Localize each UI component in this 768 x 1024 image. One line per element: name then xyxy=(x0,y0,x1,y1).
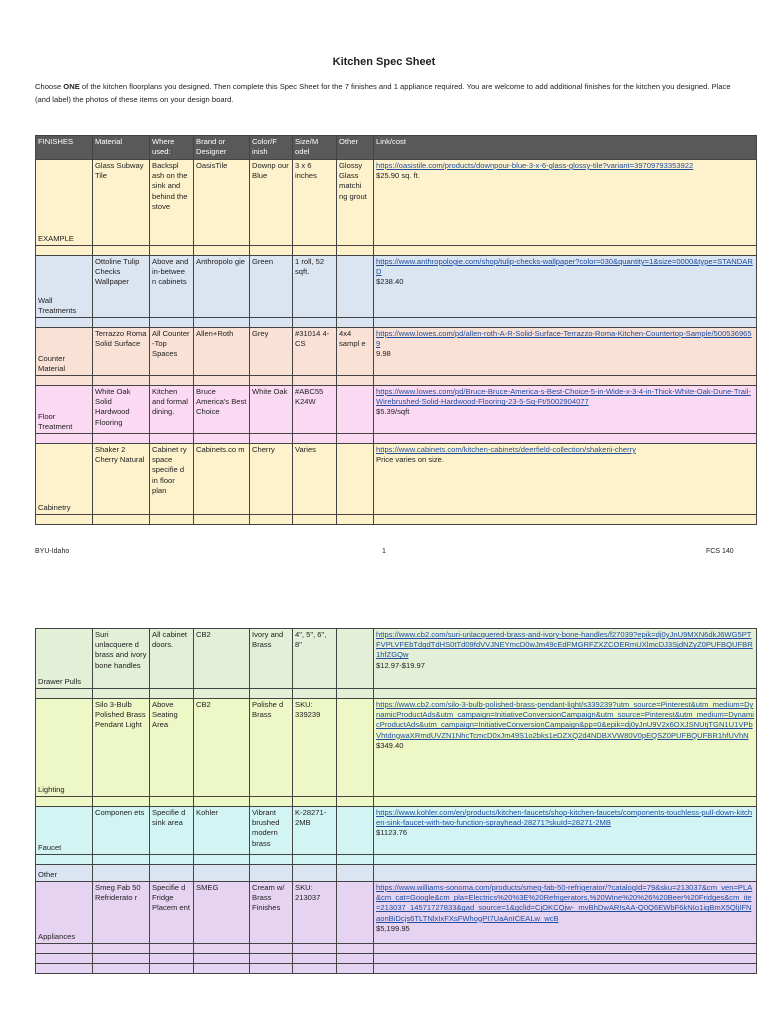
empty-cell xyxy=(293,689,337,699)
cell-link-cost xyxy=(374,256,757,318)
spacer-row xyxy=(36,515,757,525)
product-link[interactable]: https://www.cabinets.com/kitchen-cabinets/deerfield-collection/shakerii-cherry xyxy=(376,445,636,454)
cell-where: All Counter -Top Spaces xyxy=(150,328,194,376)
empty-cell xyxy=(374,376,757,386)
cell-brand: Cabinets.co m xyxy=(194,444,250,515)
cell-material: Ottoline Tulip Checks Wallpaper xyxy=(93,256,150,318)
empty-cell xyxy=(250,515,293,525)
cell-color: Cherry xyxy=(250,444,293,515)
empty-cell xyxy=(250,964,293,974)
empty-cell xyxy=(293,246,337,256)
empty-cell xyxy=(194,964,250,974)
product-link[interactable]: https://www.cb2.com/silo-3-bulb-polished-brass-pendant-light/s339239?utm_source=Pinterest&utm_medium=DynamicProductAds&utm_campaign=InitiativeConversionCampaign&utm_source=Pinterest&utm_medium=DynamicProductAds&utm_campaign=InitiativeConversionCampaign&pp=0&epik=dj0yJnU9V2x6OXJSNUtjTGN1U1VPbVhtdngwaXRmdUVZN1NhcTcmcD0xJm49S1o2bks1eDZXQ2d4NDBXVW80V0pEQSZ0PUFBQUFBR1hfUVhN xyxy=(376,700,754,740)
cell-size: 4", 5", 6", 8" xyxy=(293,629,337,689)
empty-cell xyxy=(374,964,757,974)
empty-cell xyxy=(150,797,194,807)
spacer-row xyxy=(36,246,757,256)
cost-text: $12.97-$19.97 xyxy=(376,660,425,670)
empty-cell xyxy=(194,855,250,865)
empty-cell xyxy=(337,797,374,807)
cell-other xyxy=(337,865,374,882)
spacer-row xyxy=(36,376,757,386)
cell-other xyxy=(337,629,374,689)
cell-color: Ivory and Brass xyxy=(250,629,293,689)
spacer-row xyxy=(36,689,757,699)
empty-cell xyxy=(337,318,374,328)
empty-cell xyxy=(93,944,150,954)
empty-cell xyxy=(194,246,250,256)
cell-link-cost xyxy=(374,386,757,434)
cell-finish: EXAMPLE xyxy=(36,160,93,246)
table-row xyxy=(36,699,757,797)
header-link-cost: Link/cost xyxy=(374,136,757,160)
empty-cell xyxy=(194,515,250,525)
empty-cell xyxy=(374,689,757,699)
empty-cell xyxy=(93,797,150,807)
spec-table-2 xyxy=(35,628,757,974)
empty-cell xyxy=(337,954,374,964)
empty-cell xyxy=(337,246,374,256)
empty-cell xyxy=(36,944,93,954)
cell-link-cost xyxy=(374,444,757,515)
product-link[interactable]: https://www.williams-sonoma.com/products/smeg-fab-50-refrigerator/?catalogId=79&sku=213037&cm_ven=PLA&cm_cat=Google&cm_pla=Electrics%20%3E%20Refrigerators,%20Wine%20%26%20Beer%20Fridges&cm_ite=213037_14571727833&gad_source=1&gclid=CjOKCQjw-_mvBhDwARIsAA-Q0Q6EWbF6kNIo1iqBmX5QljIFNaonBiDcjs6TLTNlxIxFXsFWhogPI7UaAnICEALw_wcB xyxy=(376,883,753,923)
empty-cell xyxy=(374,944,757,954)
empty-cell xyxy=(293,855,337,865)
cell-link-cost xyxy=(374,699,757,797)
spacer-row xyxy=(36,797,757,807)
empty-cell xyxy=(337,944,374,954)
empty-cell xyxy=(150,246,194,256)
empty-cell xyxy=(36,689,93,699)
cell-where: Specifie d Fridge Placem ent xyxy=(150,882,194,944)
cost-text: $5.39/sqft xyxy=(376,407,410,417)
footer-right: FCS 140 xyxy=(706,548,734,555)
empty-cell xyxy=(93,246,150,256)
empty-cell xyxy=(36,855,93,865)
cell-link-cost xyxy=(374,160,757,246)
spacer-row xyxy=(36,964,757,974)
empty-cell xyxy=(250,246,293,256)
cell-material: Silo 3-Bulb Polished Brass Pendant Light xyxy=(93,699,150,797)
cell-finish: Floor Treatment xyxy=(36,386,93,434)
product-link[interactable]: https://www.anthropologie.com/shop/tulip-checks-wallpaper?color=030&quantity=1&size=0000&type=STANDARD xyxy=(376,257,753,277)
empty-cell xyxy=(337,689,374,699)
cell-size: SKU: 213037 xyxy=(293,882,337,944)
cell-color: White Oak xyxy=(250,386,293,434)
cell-where: Above and in-betwee n cabinets xyxy=(150,256,194,318)
cell-brand: CB2 xyxy=(194,629,250,689)
page-title: Kitchen Spec Sheet xyxy=(332,56,436,68)
cell-size: K-28271-2MB xyxy=(293,807,337,855)
cell-brand: CB2 xyxy=(194,699,250,797)
cell-material: Shaker 2 Cherry Natural xyxy=(93,444,150,515)
cell-size: #31014 4-CS xyxy=(293,328,337,376)
cell-where: Specifie d sink area xyxy=(150,807,194,855)
empty-cell xyxy=(194,318,250,328)
cell-where: Backspl ash on the sink and behind the stove xyxy=(150,160,194,246)
empty-cell xyxy=(250,797,293,807)
header-size: Size/M odel xyxy=(293,136,337,160)
empty-cell xyxy=(337,376,374,386)
cost-text: $5,199.95 xyxy=(376,923,410,933)
empty-cell xyxy=(374,318,757,328)
cell-where: Kitchen and formal dining. xyxy=(150,386,194,434)
cost-text: $1123.76 xyxy=(376,828,408,838)
cell-finish: Cabinetry xyxy=(36,444,93,515)
cell-size: Varies xyxy=(293,444,337,515)
product-link[interactable]: https://www.kohler.com/en/products/kitchen-faucets/shop-kitchen-faucets/components-touchless-pull-down-kitchen-sink-faucet-with-two-function-sprayhead-28271?skuId=28271-2MB xyxy=(376,808,753,828)
empty-cell xyxy=(93,689,150,699)
instructions xyxy=(35,80,735,106)
cost-text: $238.40 xyxy=(376,277,404,287)
cell-finish: Other xyxy=(36,865,93,882)
empty-cell xyxy=(293,434,337,444)
table-row xyxy=(36,160,757,246)
empty-cell xyxy=(150,954,194,964)
empty-cell xyxy=(293,944,337,954)
cell-other xyxy=(337,699,374,797)
cell-link-cost xyxy=(374,865,757,882)
empty-cell xyxy=(36,318,93,328)
cell-material: Smeg Fab 50 Refriderato r xyxy=(93,882,150,944)
empty-cell xyxy=(337,515,374,525)
instructions-emphasis: ONE xyxy=(63,82,80,91)
cell-material: Suri unlacquere d brass and ivory bone handles xyxy=(93,629,150,689)
cell-brand: OasisTile xyxy=(194,160,250,246)
header-other: Other xyxy=(337,136,374,160)
cell-finish: Lighting xyxy=(36,699,93,797)
empty-cell xyxy=(194,689,250,699)
empty-cell xyxy=(93,376,150,386)
empty-cell xyxy=(36,434,93,444)
cell-color: Green xyxy=(250,256,293,318)
header-finishes: FINISHES xyxy=(36,136,93,160)
cell-where: Above Seating Area xyxy=(150,699,194,797)
cell-other xyxy=(337,386,374,434)
cell-color xyxy=(250,865,293,882)
empty-cell xyxy=(93,954,150,964)
header-brand: Brand or Designer xyxy=(194,136,250,160)
empty-cell xyxy=(250,689,293,699)
footer-left: BYU-Idaho xyxy=(35,548,70,555)
table-row xyxy=(36,386,757,434)
cell-brand: Bruce America's Best Choice xyxy=(194,386,250,434)
header-color: Color/F inish xyxy=(250,136,293,160)
cell-finish: Faucet xyxy=(36,807,93,855)
empty-cell xyxy=(150,376,194,386)
header-where-used: Where used: xyxy=(150,136,194,160)
empty-cell xyxy=(93,434,150,444)
cell-link-cost xyxy=(374,807,757,855)
empty-cell xyxy=(374,954,757,964)
empty-cell xyxy=(194,944,250,954)
cell-size: SKU: 339239 xyxy=(293,699,337,797)
header-material: Material xyxy=(93,136,150,160)
empty-cell xyxy=(293,376,337,386)
empty-cell xyxy=(337,964,374,974)
empty-cell xyxy=(93,318,150,328)
empty-cell xyxy=(293,964,337,974)
spacer-row xyxy=(36,954,757,964)
cell-where: Cabinet ry space specifie d in floor plan xyxy=(150,444,194,515)
empty-cell xyxy=(250,944,293,954)
cell-color: Cream w/ Brass Finishes xyxy=(250,882,293,944)
cell-other: Glossy Glass matchi ng grout xyxy=(337,160,374,246)
product-link[interactable]: https://www.lowes.com/pd/allen-roth-A-R-Solid-Surface-Terrazzo-Roma-Kitchen-Countertop-Sample/5005369659 xyxy=(376,329,752,349)
empty-cell xyxy=(194,954,250,964)
table-row xyxy=(36,444,757,515)
cell-other: 4x4 sampl e xyxy=(337,328,374,376)
table-row xyxy=(36,328,757,376)
empty-cell xyxy=(194,434,250,444)
empty-cell xyxy=(150,944,194,954)
empty-cell xyxy=(150,964,194,974)
footer-page-number: 1 xyxy=(382,548,386,555)
cell-link-cost xyxy=(374,328,757,376)
table-row xyxy=(36,256,757,318)
empty-cell xyxy=(93,964,150,974)
cell-material: Componen ets xyxy=(93,807,150,855)
cell-size: 1 roll, 52 sqft. xyxy=(293,256,337,318)
empty-cell xyxy=(293,797,337,807)
spacer-row xyxy=(36,318,757,328)
table-row xyxy=(36,865,757,882)
cell-other xyxy=(337,444,374,515)
empty-cell xyxy=(150,318,194,328)
empty-cell xyxy=(36,376,93,386)
empty-cell xyxy=(374,797,757,807)
cell-finish: Appliances xyxy=(36,882,93,944)
empty-cell xyxy=(150,689,194,699)
empty-cell xyxy=(36,246,93,256)
empty-cell xyxy=(374,515,757,525)
empty-cell xyxy=(93,855,150,865)
product-link[interactable]: https://oasistile.com/products/downpour-blue-3-x-6-glass-glossy-tile?variant=39709793353922 xyxy=(376,161,694,170)
instructions-text: Choose xyxy=(35,82,64,91)
cell-other xyxy=(337,256,374,318)
product-link[interactable]: https://www.lowes.com/pd/Bruce-Bruce-America-s-Best-Choice-5-in-Wide-x-3-4-in-Thick-White-Oak-Dune-Trail-Wirebrushed-Solid-Hardwood-Flooring-23-5-Sq-Ft/5002904077 xyxy=(376,387,751,407)
cost-text: $25.90 sq. ft. xyxy=(376,171,420,181)
empty-cell xyxy=(150,515,194,525)
cell-brand: Anthropolo gie xyxy=(194,256,250,318)
empty-cell xyxy=(250,954,293,964)
empty-cell xyxy=(374,434,757,444)
empty-cell xyxy=(93,515,150,525)
empty-cell xyxy=(293,954,337,964)
cell-link-cost xyxy=(374,882,757,944)
cell-color: Downp our Blue xyxy=(250,160,293,246)
instructions-text: of the kitchen floorplans you designed. Then complete this Spec Sheet for the 7 finishes and 1 appliance required. You are welcome to add additional finishes for the kitchen you designed. Place (and label) the photos of these items on your design board. xyxy=(35,82,731,104)
cell-material: White Oak Solid Hardwood Flooring xyxy=(93,386,150,434)
empty-cell xyxy=(250,855,293,865)
cell-finish: Wall Treatments xyxy=(36,256,93,318)
spec-table-1 xyxy=(35,135,757,525)
cell-brand: Allen+Roth xyxy=(194,328,250,376)
empty-cell xyxy=(337,855,374,865)
empty-cell xyxy=(150,434,194,444)
cell-finish: Drawer Pulls xyxy=(36,629,93,689)
cell-brand: Kohler xyxy=(194,807,250,855)
cost-text: Price varies on size. xyxy=(376,455,444,465)
cell-color: Grey xyxy=(250,328,293,376)
cell-where xyxy=(150,865,194,882)
empty-cell xyxy=(250,434,293,444)
cell-size xyxy=(293,865,337,882)
table-row xyxy=(36,807,757,855)
cell-material: Glass Subway Tile xyxy=(93,160,150,246)
cell-other xyxy=(337,882,374,944)
cost-text: $349.40 xyxy=(376,740,404,750)
cell-link-cost xyxy=(374,629,757,689)
cell-brand: SMEG xyxy=(194,882,250,944)
empty-cell xyxy=(374,246,757,256)
empty-cell xyxy=(194,797,250,807)
empty-cell xyxy=(293,515,337,525)
spacer-row xyxy=(36,855,757,865)
cell-color: Vibrant brushed modern brass xyxy=(250,807,293,855)
cell-size: 3 x 6 inches xyxy=(293,160,337,246)
empty-cell xyxy=(337,434,374,444)
product-link[interactable]: https://www.cb2.com/suri-unlacquered-brass-and-ivory-bone-handles/f27039?epik=dj0yJnU9MXN6dkJ6WG5PTFVPLVFEbTdqdTdHS0tTd09fdVVJNEYmcD0wJm49cEdFMGRFZXZCOERmUXlmcDJ3SjdNZyZ0PUFBQUFBR1hfZGQw xyxy=(376,630,753,660)
empty-cell xyxy=(36,797,93,807)
empty-cell xyxy=(250,376,293,386)
empty-cell xyxy=(36,964,93,974)
table-row xyxy=(36,882,757,944)
cell-size: #ABC55 K24W xyxy=(293,386,337,434)
cell-where: All cabinet doors. xyxy=(150,629,194,689)
cell-material xyxy=(93,865,150,882)
empty-cell xyxy=(374,855,757,865)
empty-cell xyxy=(36,515,93,525)
cell-brand xyxy=(194,865,250,882)
spacer-row xyxy=(36,434,757,444)
empty-cell xyxy=(250,318,293,328)
cell-material: Terrazzo Roma Solid Surface xyxy=(93,328,150,376)
spacer-row xyxy=(36,944,757,954)
empty-cell xyxy=(293,318,337,328)
cell-color: Polishe d Brass xyxy=(250,699,293,797)
table-row xyxy=(36,629,757,689)
empty-cell xyxy=(36,954,93,964)
empty-cell xyxy=(194,376,250,386)
cell-finish: Counter Material xyxy=(36,328,93,376)
cost-text: 9.98 xyxy=(376,349,391,359)
cell-other xyxy=(337,807,374,855)
empty-cell xyxy=(150,855,194,865)
